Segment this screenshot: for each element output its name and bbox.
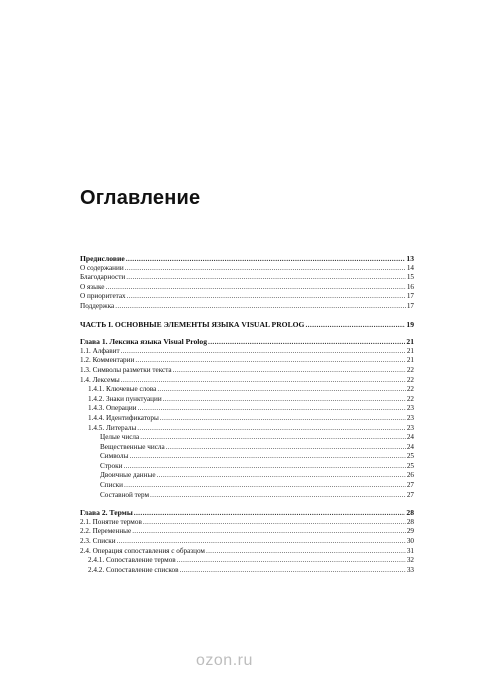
toc-entry-page: 27 bbox=[406, 481, 414, 490]
toc-entry[interactable] bbox=[80, 366, 414, 376]
toc-gap bbox=[80, 312, 414, 320]
toc-entry[interactable] bbox=[80, 264, 414, 274]
toc-entry[interactable] bbox=[80, 508, 414, 518]
toc-leader-dots bbox=[137, 424, 406, 434]
toc-entry[interactable] bbox=[80, 462, 414, 472]
toc-entry[interactable] bbox=[80, 547, 414, 557]
toc-entry-page: 28 bbox=[406, 517, 414, 526]
toc-entry-title: Благодарности bbox=[80, 273, 126, 282]
toc-entry[interactable] bbox=[80, 481, 414, 491]
toc-leader-dots bbox=[160, 414, 406, 424]
toc-entry-page: 13 bbox=[406, 254, 414, 263]
toc-entry-page: 22 bbox=[406, 375, 414, 384]
toc-entry-title: 2.4.1. Сопоставление термов bbox=[88, 556, 176, 565]
toc-entry-title: 2.1. Понятие термов bbox=[80, 517, 142, 526]
toc-entry-page: 21 bbox=[406, 337, 414, 347]
toc-leader-dots bbox=[134, 508, 406, 518]
toc-entry-page: 21 bbox=[406, 356, 414, 365]
toc-entry-page: 19 bbox=[406, 319, 414, 329]
toc-entry-page: 28 bbox=[406, 508, 414, 518]
toc-entry[interactable] bbox=[80, 491, 414, 501]
toc-entry[interactable] bbox=[80, 273, 414, 283]
toc-leader-dots bbox=[105, 283, 405, 293]
toc-gap bbox=[80, 329, 414, 337]
toc-entry-title: Списки bbox=[100, 481, 124, 490]
toc-leader-dots bbox=[125, 264, 406, 274]
toc-leader-dots bbox=[163, 395, 406, 405]
toc-entry[interactable] bbox=[80, 337, 414, 347]
toc-entry[interactable] bbox=[80, 385, 414, 395]
toc-entry-title: О приоритетах bbox=[80, 292, 126, 301]
toc-leader-dots bbox=[305, 320, 405, 330]
toc-entry-page: 16 bbox=[406, 282, 414, 291]
toc-leader-dots bbox=[138, 404, 406, 414]
toc-entry-title: Двоичные данные bbox=[100, 471, 156, 480]
toc-leader-dots bbox=[135, 356, 406, 366]
toc-entry-page: 33 bbox=[406, 565, 414, 574]
toc-entry-title: 1.2. Комментарии bbox=[80, 356, 135, 365]
toc-entry-title: 1.4.3. Операции bbox=[88, 404, 137, 413]
toc-leader-dots bbox=[157, 385, 405, 395]
toc-entry[interactable] bbox=[80, 254, 414, 264]
page-title: Оглавление bbox=[80, 187, 201, 209]
toc-entry-title: Предисловие bbox=[80, 254, 125, 263]
watermark: ozon.ru bbox=[196, 652, 253, 669]
toc-gap bbox=[80, 500, 414, 508]
toc-entry-page: 23 bbox=[406, 423, 414, 432]
toc-entry-title: Целые числа bbox=[100, 433, 140, 442]
toc-entry-title: 1.3. Символы разметки текста bbox=[80, 365, 172, 374]
toc-entry[interactable] bbox=[80, 556, 414, 566]
toc-leader-dots bbox=[127, 292, 406, 302]
toc-entry[interactable] bbox=[80, 537, 414, 547]
toc-entry[interactable] bbox=[80, 347, 414, 357]
toc-entry-page: 22 bbox=[406, 394, 414, 403]
toc-entry-title: Вещественные числа bbox=[100, 442, 165, 451]
toc-entry-title: 2.4. Операция сопоставления с образцом bbox=[80, 546, 205, 555]
toc-entry[interactable] bbox=[80, 527, 414, 537]
toc-entry-title: Глава 1. Лексика языка Visual Prolog bbox=[80, 337, 207, 347]
toc-entry-title: О языке bbox=[80, 282, 105, 291]
toc-entry-page: 23 bbox=[406, 404, 414, 413]
toc-leader-dots bbox=[173, 366, 406, 376]
toc-leader-dots bbox=[166, 443, 406, 453]
toc-entry-page: 15 bbox=[406, 273, 414, 282]
toc-leader-dots bbox=[180, 566, 406, 576]
toc-leader-dots bbox=[121, 376, 406, 386]
toc-leader-dots bbox=[140, 433, 406, 443]
toc-leader-dots bbox=[132, 527, 406, 537]
toc-leader-dots bbox=[126, 273, 406, 283]
toc-entry-title: 1.4.1. Ключевые слова bbox=[88, 385, 157, 394]
toc-entry-page: 27 bbox=[406, 490, 414, 499]
toc-entry[interactable] bbox=[80, 404, 414, 414]
toc-entry-title: 1.4.2. Знаки пунктуации bbox=[88, 394, 162, 403]
toc-entry-page: 30 bbox=[406, 537, 414, 546]
toc-entry[interactable] bbox=[80, 376, 414, 386]
toc-entry-page: 22 bbox=[406, 385, 414, 394]
toc-leader-dots bbox=[124, 481, 406, 491]
toc-leader-dots bbox=[177, 556, 406, 566]
toc-entry-title: 2.4.2. Сопоставление списков bbox=[88, 565, 179, 574]
toc-entry[interactable] bbox=[80, 356, 414, 366]
toc-entry[interactable] bbox=[80, 395, 414, 405]
toc-entry[interactable] bbox=[80, 443, 414, 453]
toc-entry-title: 2.3. Списки bbox=[80, 537, 116, 546]
toc-entry[interactable] bbox=[80, 424, 414, 434]
toc-entry-title: Строки bbox=[100, 461, 123, 470]
toc-entry-title: 1.4.4. Идентификаторы bbox=[88, 413, 159, 422]
table-of-contents bbox=[80, 254, 414, 575]
toc-entry-title: О содержании bbox=[80, 263, 124, 272]
toc-leader-dots bbox=[121, 347, 406, 357]
toc-entry-page: 14 bbox=[406, 263, 414, 272]
toc-leader-dots bbox=[157, 471, 406, 481]
toc-entry-title: Составной терм bbox=[100, 490, 150, 499]
toc-entry-title: 2.2. Переменные bbox=[80, 527, 132, 536]
toc-entry[interactable] bbox=[80, 320, 414, 330]
toc-entry-page: 31 bbox=[406, 546, 414, 555]
toc-entry[interactable] bbox=[80, 414, 414, 424]
toc-entry-title: 1.1. Алфавит bbox=[80, 346, 120, 355]
toc-leader-dots bbox=[115, 302, 406, 312]
toc-entry[interactable] bbox=[80, 566, 414, 576]
toc-entry-page: 24 bbox=[406, 442, 414, 451]
toc-leader-dots bbox=[117, 537, 406, 547]
toc-entry-page: 24 bbox=[406, 433, 414, 442]
toc-leader-dots bbox=[143, 518, 406, 528]
toc-leader-dots bbox=[129, 452, 405, 462]
toc-entry-page: 29 bbox=[406, 527, 414, 536]
toc-entry-title: Поддержка bbox=[80, 301, 115, 310]
toc-entry[interactable] bbox=[80, 283, 414, 293]
toc-entry[interactable] bbox=[80, 302, 414, 312]
toc-leader-dots bbox=[126, 254, 406, 264]
toc-entry-page: 22 bbox=[406, 365, 414, 374]
toc-entry-title: 1.4. Лексемы bbox=[80, 375, 120, 384]
toc-entry-page: 21 bbox=[406, 346, 414, 355]
toc-leader-dots bbox=[123, 462, 405, 472]
toc-entry-page: 32 bbox=[406, 556, 414, 565]
toc-entry[interactable] bbox=[80, 452, 414, 462]
toc-leader-dots bbox=[208, 337, 405, 347]
toc-entry[interactable] bbox=[80, 292, 414, 302]
toc-entry-page: 26 bbox=[406, 471, 414, 480]
toc-entry[interactable] bbox=[80, 433, 414, 443]
toc-entry[interactable] bbox=[80, 518, 414, 528]
toc-entry-page: 23 bbox=[406, 413, 414, 422]
toc-entry-page: 25 bbox=[406, 452, 414, 461]
toc-entry-page: 17 bbox=[406, 292, 414, 301]
toc-entry-page: 17 bbox=[406, 301, 414, 310]
toc-entry-title: Символы bbox=[100, 452, 129, 461]
toc-leader-dots bbox=[206, 547, 406, 557]
toc-entry[interactable] bbox=[80, 471, 414, 481]
toc-leader-dots bbox=[150, 491, 406, 501]
toc-entry-title: Глава 2. Термы bbox=[80, 508, 133, 518]
toc-entry-page: 25 bbox=[406, 461, 414, 470]
toc-entry-title: ЧАСТЬ I. ОСНОВНЫЕ ЭЛЕМЕНТЫ ЯЗЫКА VISUAL PROLOG bbox=[80, 319, 305, 329]
toc-entry-title: 1.4.5. Литералы bbox=[88, 423, 137, 432]
